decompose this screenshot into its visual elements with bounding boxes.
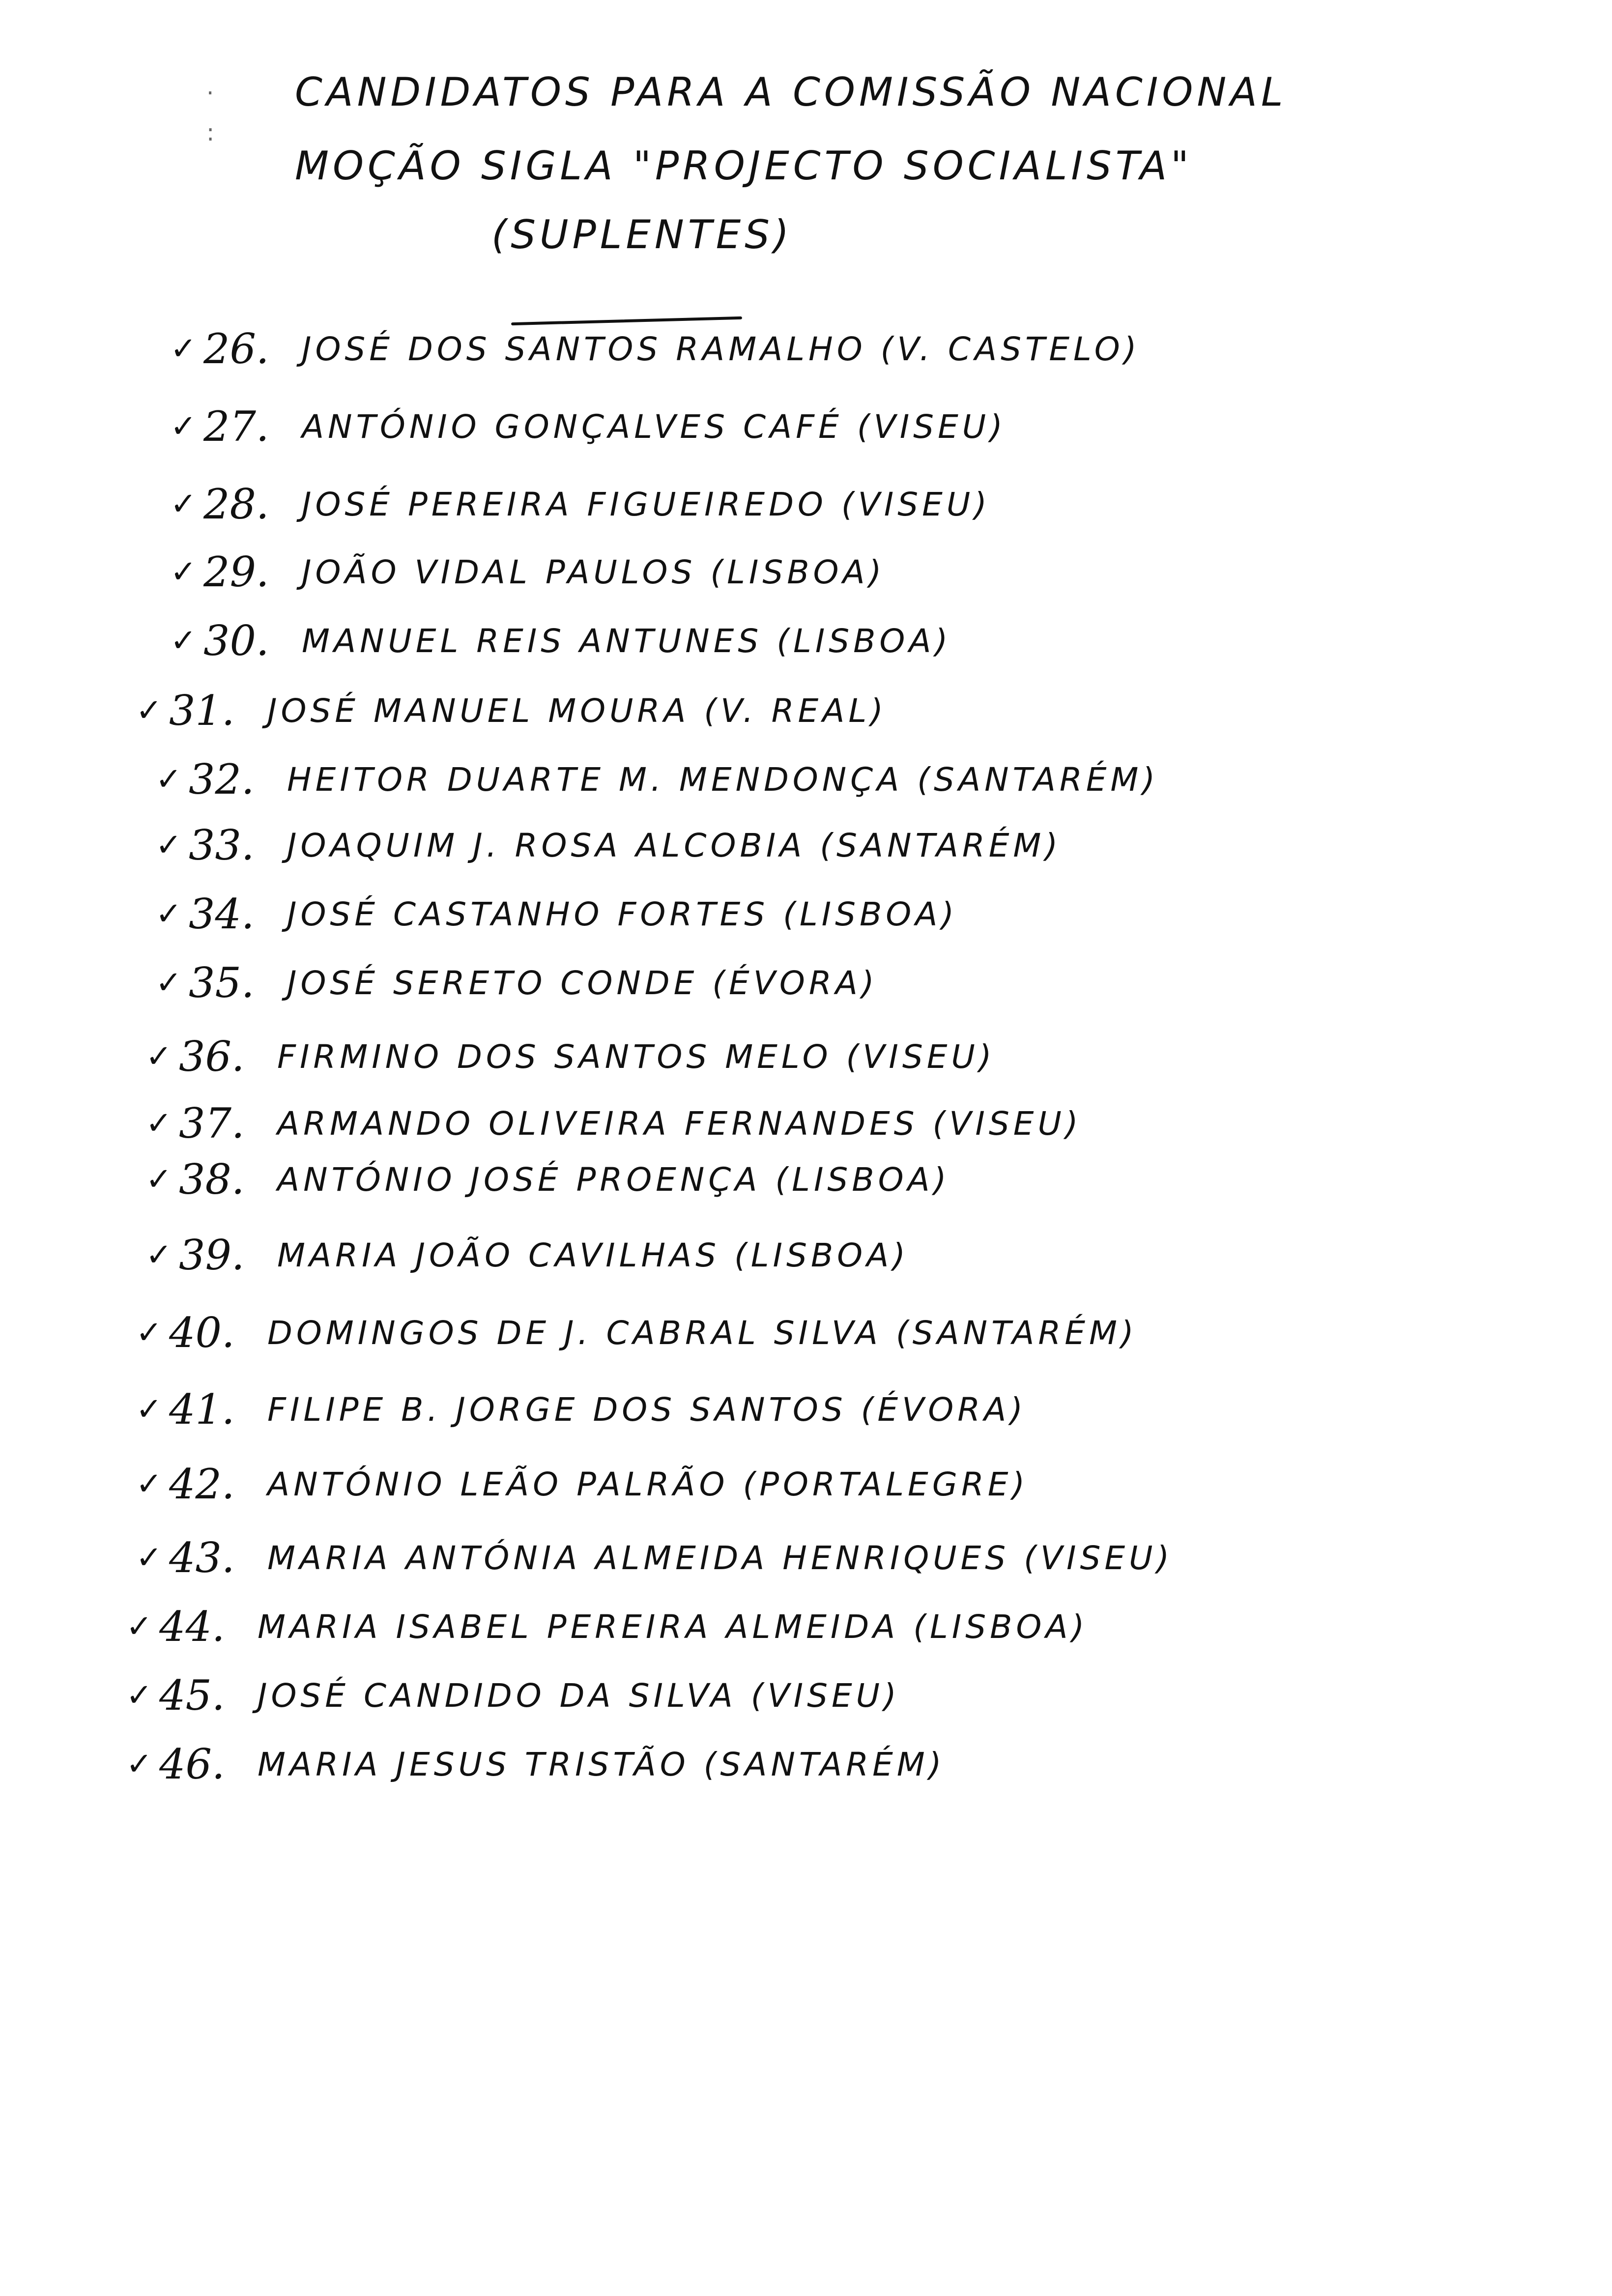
check-mark-icon: ✓ bbox=[155, 896, 182, 932]
candidate-number: 30. bbox=[203, 617, 269, 665]
check-mark-icon: ✓ bbox=[126, 1608, 152, 1645]
list-item bbox=[162, 611, 951, 670]
candidate-number: 32. bbox=[189, 755, 255, 804]
candidate-name: ANTÓNIO LEÃO PALRÃO (PORTALEGRE) bbox=[267, 1465, 1029, 1503]
check-mark-icon: ✓ bbox=[170, 554, 197, 590]
check-mark-icon: ✓ bbox=[136, 1315, 162, 1351]
candidate-name: FILIPE B. JORGE DOS SANTOS (ÉVORA) bbox=[267, 1390, 1027, 1429]
candidate-number: 40. bbox=[169, 1309, 235, 1357]
list-item bbox=[118, 1666, 900, 1725]
candidate-number: 29. bbox=[203, 548, 269, 596]
candidate-number: 36. bbox=[179, 1033, 245, 1081]
candidate-name: JOÃO VIDAL PAULOS (LISBOA) bbox=[302, 553, 886, 591]
candidate-number: 46. bbox=[159, 1740, 225, 1788]
margin-marks: · : bbox=[206, 80, 215, 146]
candidate-number: 35. bbox=[189, 959, 255, 1007]
header-title-line-1: CANDIDATOS PARA A COMISSÃO NACIONAL bbox=[295, 69, 1287, 115]
candidate-name: MARIA JOÃO CAVILHAS (LISBOA) bbox=[277, 1236, 910, 1274]
header-subtitle: (SUPLENTES) bbox=[491, 212, 793, 258]
list-item bbox=[138, 1150, 950, 1209]
list-item bbox=[128, 1455, 1029, 1514]
candidate-name: ARMANDO OLIVEIRA FERNANDES (VISEU) bbox=[277, 1104, 1082, 1143]
list-item bbox=[138, 1027, 996, 1086]
candidate-number: 45. bbox=[159, 1671, 225, 1720]
candidate-name: MANUEL REIS ANTUNES (LISBOA) bbox=[302, 622, 952, 660]
candidate-name: ANTÓNIO JOSÉ PROENÇA (LISBOA) bbox=[277, 1160, 950, 1199]
check-mark-icon: ✓ bbox=[145, 1161, 172, 1198]
candidate-name: JOSÉ CASTANHO FORTES (LISBOA) bbox=[287, 895, 958, 933]
candidate-name: ANTÓNIO GONÇALVES CAFÉ (VISEU) bbox=[302, 407, 1007, 446]
candidate-name: MARIA JESUS TRISTÃO (SANTARÉM) bbox=[258, 1745, 946, 1783]
check-mark-icon: ✓ bbox=[136, 692, 162, 729]
check-mark-icon: ✓ bbox=[126, 1746, 152, 1782]
list-item bbox=[147, 750, 1159, 809]
candidate-name: MARIA ANTÓNIA ALMEIDA HENRIQUES (VISEU) bbox=[267, 1539, 1174, 1577]
candidate-number: 28. bbox=[203, 480, 269, 528]
check-mark-icon: ✓ bbox=[126, 1677, 152, 1714]
check-mark-icon: ✓ bbox=[145, 1237, 172, 1273]
check-mark-icon: ✓ bbox=[145, 1038, 172, 1075]
check-mark-icon: ✓ bbox=[155, 965, 182, 1001]
check-mark-icon: ✓ bbox=[136, 1391, 162, 1428]
candidate-number: 34. bbox=[189, 890, 255, 938]
check-mark-icon: ✓ bbox=[170, 331, 197, 367]
list-item bbox=[118, 1735, 945, 1794]
candidate-number: 44. bbox=[159, 1603, 225, 1651]
list-item bbox=[147, 885, 958, 944]
list-item bbox=[128, 681, 887, 740]
check-mark-icon: ✓ bbox=[170, 486, 197, 522]
candidate-number: 42. bbox=[169, 1460, 235, 1508]
candidate-number: 39. bbox=[179, 1231, 245, 1279]
list-item bbox=[128, 1528, 1173, 1587]
check-mark-icon: ✓ bbox=[155, 761, 182, 798]
candidate-number: 37. bbox=[179, 1099, 245, 1148]
check-mark-icon: ✓ bbox=[155, 827, 182, 863]
candidate-name: JOAQUIM J. ROSA ALCOBIA (SANTARÉM) bbox=[287, 826, 1062, 864]
candidate-number: 26. bbox=[203, 325, 269, 373]
check-mark-icon: ✓ bbox=[170, 408, 197, 445]
check-mark-icon: ✓ bbox=[136, 1466, 162, 1502]
list-item bbox=[162, 543, 885, 602]
check-mark-icon: ✓ bbox=[136, 1540, 162, 1576]
candidate-name: MARIA ISABEL PEREIRA ALMEIDA (LISBOA) bbox=[258, 1607, 1089, 1646]
candidate-number: 33. bbox=[189, 821, 255, 869]
candidate-name: JOSÉ MANUEL MOURA (V. REAL) bbox=[267, 691, 887, 730]
check-mark-icon: ✓ bbox=[145, 1105, 172, 1142]
check-mark-icon: ✓ bbox=[170, 623, 197, 659]
candidate-number: 31. bbox=[169, 687, 235, 735]
candidate-number: 43. bbox=[169, 1534, 235, 1582]
candidate-name: JOSÉ PEREIRA FIGUEIREDO (VISEU) bbox=[302, 485, 991, 523]
list-item bbox=[147, 816, 1062, 875]
list-item bbox=[128, 1380, 1027, 1439]
candidate-name: DOMINGOS DE J. CABRAL SILVA (SANTARÉM) bbox=[267, 1314, 1138, 1352]
candidate-name: JOSÉ SERETO CONDE (ÉVORA) bbox=[287, 964, 878, 1002]
list-item bbox=[118, 1597, 1088, 1656]
candidate-number: 27. bbox=[203, 402, 269, 451]
list-item bbox=[162, 319, 1140, 378]
candidate-name: FIRMINO DOS SANTOS MELO (VISEU) bbox=[277, 1037, 996, 1076]
candidate-number: 41. bbox=[169, 1385, 235, 1434]
candidate-number: 38. bbox=[179, 1155, 245, 1204]
candidate-name: JOSÉ DOS SANTOS RAMALHO (V. CASTELO) bbox=[302, 330, 1141, 368]
list-item bbox=[147, 953, 878, 1012]
header-title-line-2: MOÇÃO SIGLA "PROJECTO SOCIALISTA" bbox=[295, 143, 1193, 189]
candidate-name: JOSÉ CANDIDO DA SILVA (VISEU) bbox=[258, 1676, 900, 1715]
list-item bbox=[162, 397, 1007, 456]
list-item bbox=[138, 1226, 909, 1285]
list-item bbox=[128, 1303, 1138, 1362]
list-item bbox=[162, 475, 991, 534]
list-item bbox=[138, 1094, 1082, 1153]
candidate-name: HEITOR DUARTE M. MENDONÇA (SANTARÉM) bbox=[287, 760, 1159, 799]
